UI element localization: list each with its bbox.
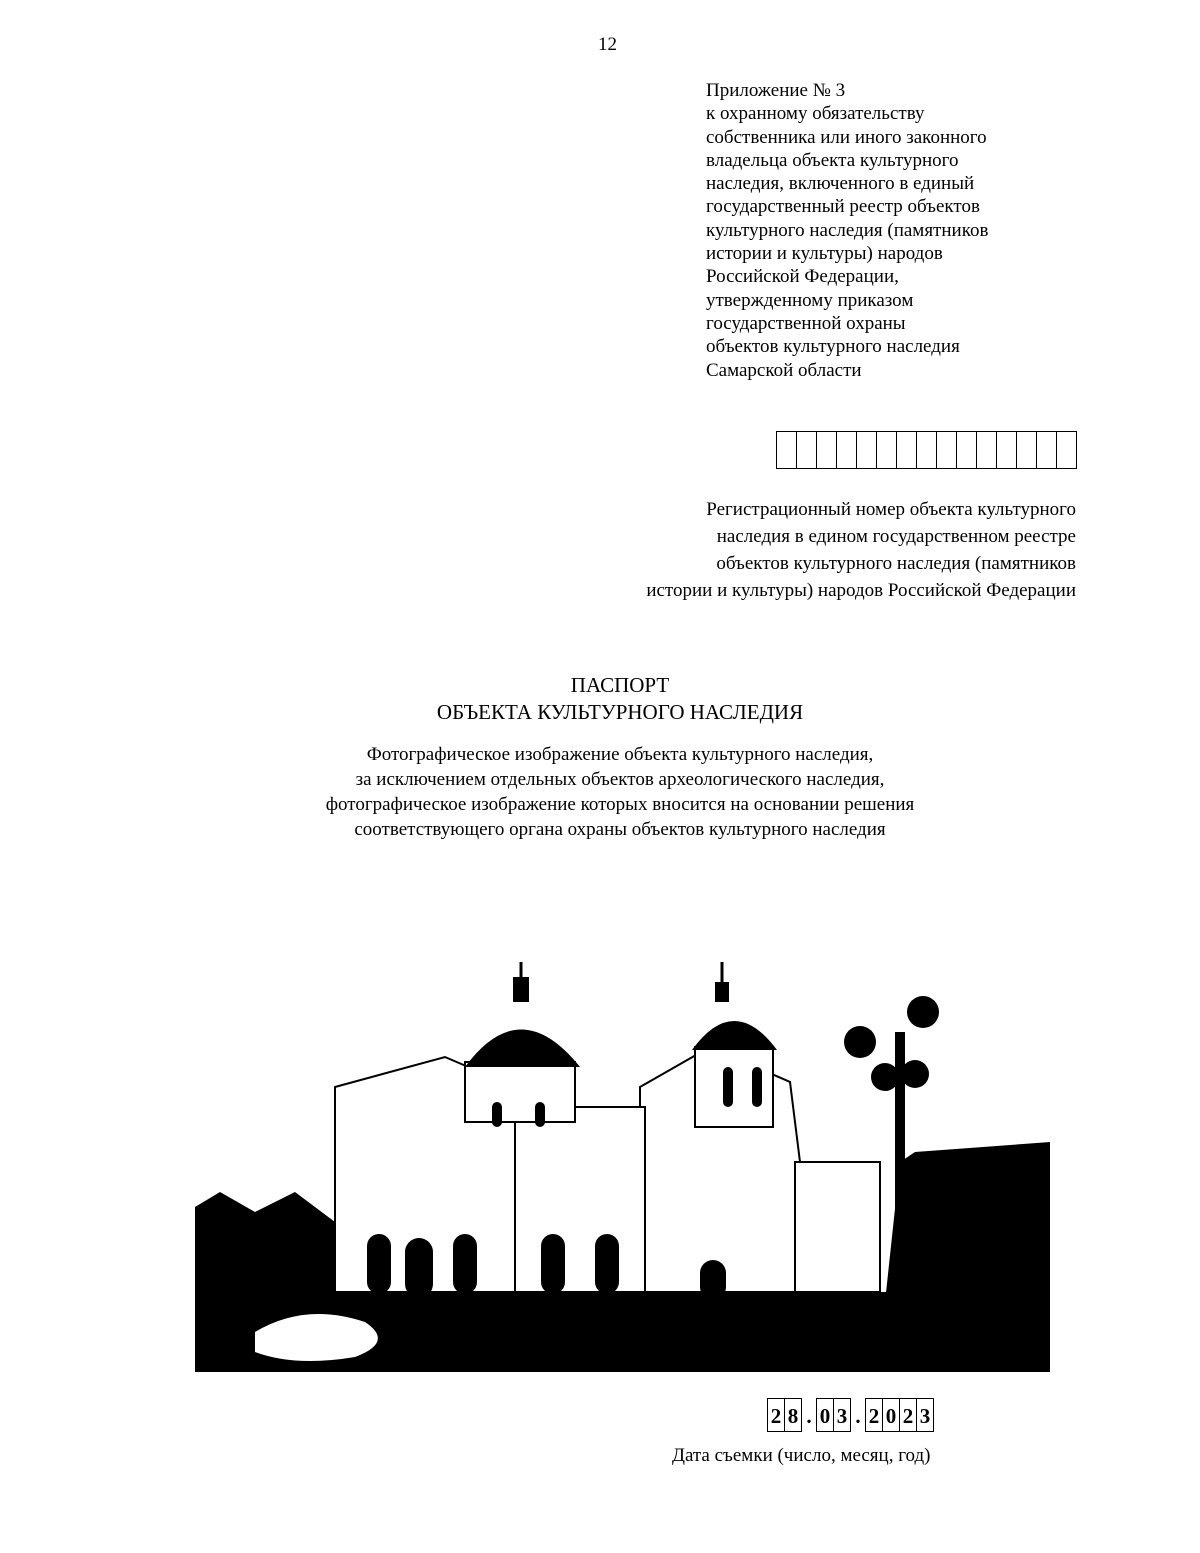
- subtitle-line: соответствующего органа охраны объектов культурного наследия: [354, 819, 886, 840]
- photo-description: [0, 742, 1200, 842]
- subtitle-line: Фотографическое изображение объекта культурного наследия,: [366, 744, 874, 765]
- appendix-line: к охранному обязательству: [706, 103, 925, 125]
- reg-number-cell: [937, 432, 957, 468]
- appendix-line: Самарской области: [706, 359, 862, 381]
- appendix-line: объектов культурного наследия: [706, 336, 960, 358]
- appendix-line: собственника или иного законного: [706, 126, 987, 148]
- reg-number-cell: [1017, 432, 1037, 468]
- date-month: [816, 1398, 851, 1432]
- date-digit: 0: [883, 1399, 900, 1431]
- registration-caption-line: объектов культурного наследия (памятников: [716, 553, 1076, 574]
- registration-caption-line: Регистрационный номер объекта культурного: [706, 499, 1076, 520]
- date-year: [865, 1398, 934, 1432]
- document-title: [0, 672, 1200, 726]
- appendix-line: культурного наследия (памятников: [706, 219, 989, 241]
- date-separator: .: [855, 1404, 861, 1428]
- date-digit: 2: [768, 1399, 785, 1431]
- date-separator: .: [806, 1404, 812, 1428]
- appendix-line: наследия, включенного в единый: [706, 173, 975, 195]
- reg-number-cell: [817, 432, 837, 468]
- reg-number-cell: [877, 432, 897, 468]
- appendix-line: владельца объекта культурного: [706, 149, 959, 171]
- reg-number-cell: [957, 432, 977, 468]
- registration-caption-line: наследия в едином государственном реестре: [716, 526, 1076, 547]
- date-digit: 8: [785, 1399, 802, 1431]
- subtitle-line: за исключением отдельных объектов археологического наследия,: [355, 769, 885, 790]
- survey-date-caption: Дата съемки (число, месяц, год): [672, 1445, 931, 1466]
- reg-number-cell: [1037, 432, 1057, 468]
- appendix-line: государственной охраны: [706, 312, 906, 334]
- date-digit: 2: [900, 1399, 917, 1431]
- subtitle-line: фотографическое изображение которых вносится на основании решения: [325, 794, 915, 815]
- appendix-line: Российской Федерации,: [706, 266, 899, 288]
- date-digit: 0: [817, 1399, 834, 1431]
- reg-number-cell: [857, 432, 877, 468]
- survey-date-boxes: [767, 1398, 934, 1432]
- reg-number-cell: [917, 432, 937, 468]
- reg-number-cell: [837, 432, 857, 468]
- church-photo: [195, 862, 1050, 1372]
- date-day: [767, 1398, 802, 1432]
- registration-caption-line: истории и культуры) народов Российской Федерации: [646, 580, 1076, 601]
- reg-number-cell: [797, 432, 817, 468]
- date-digit: 3: [917, 1399, 934, 1431]
- reg-number-cell: [897, 432, 917, 468]
- reg-number-cell: [1057, 432, 1077, 468]
- title-line: ОБЪЕКТА КУЛЬТУРНОГО НАСЛЕДИЯ: [436, 700, 804, 724]
- appendix-line: истории и культуры) народов: [706, 243, 943, 265]
- appendix-line: утвержденному приказом: [706, 289, 914, 311]
- reg-number-cell: [777, 432, 797, 468]
- title-line: ПАСПОРТ: [570, 673, 670, 697]
- appendix-line: государственный реестр объектов: [706, 196, 980, 218]
- reg-number-cell: [977, 432, 997, 468]
- appendix-block: [706, 79, 1066, 382]
- appendix-line: Приложение № 3: [706, 80, 846, 101]
- registration-number-boxes: [776, 431, 1077, 469]
- reg-number-cell: [997, 432, 1017, 468]
- date-digit: 3: [834, 1399, 851, 1431]
- page-number: 12: [598, 34, 617, 55]
- registration-caption: [646, 496, 1076, 604]
- date-digit: 2: [866, 1399, 883, 1431]
